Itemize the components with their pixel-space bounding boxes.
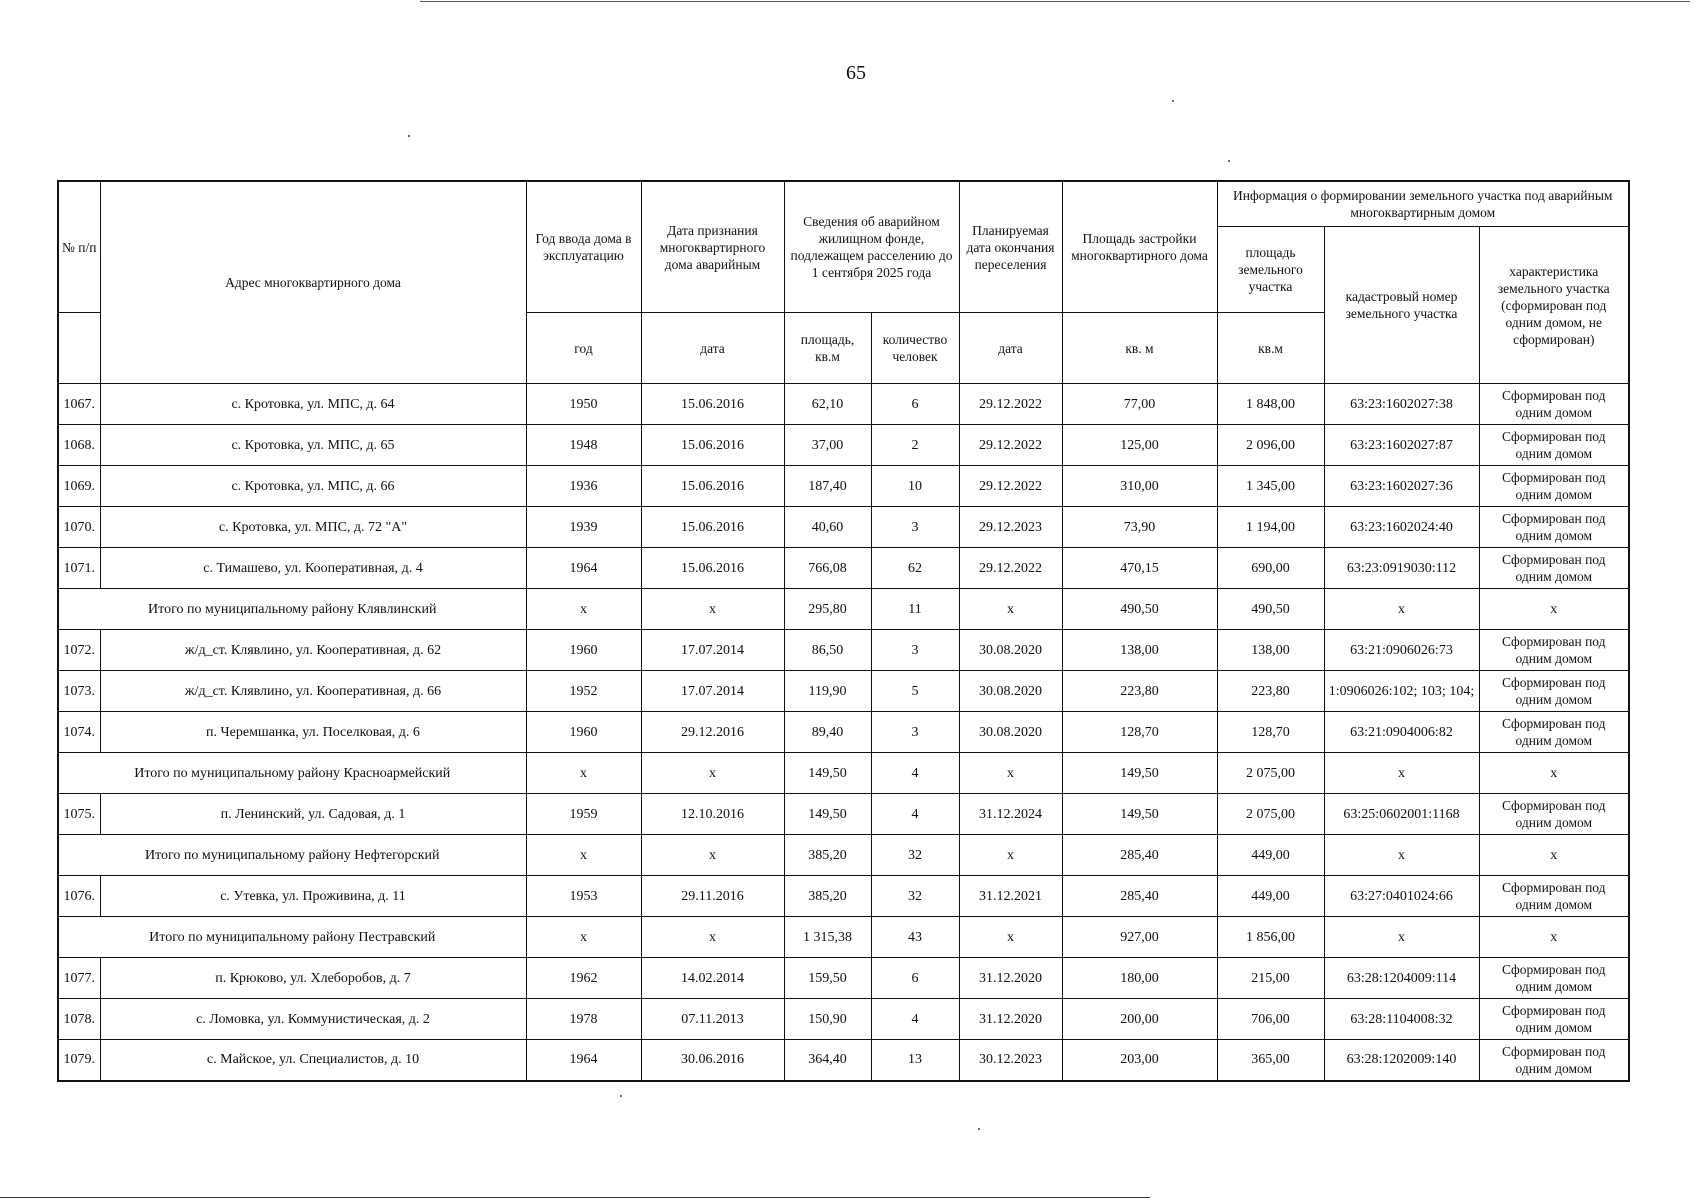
row-year: 1953 (526, 876, 641, 917)
row-people: 6 (871, 384, 959, 425)
char-line-1: Сформирован под (1501, 634, 1606, 649)
header-address: Адрес многоквартирного дома (100, 181, 526, 384)
row-cadastral: 63:28:1204009:114 (1324, 958, 1479, 999)
row-address: с. Тимашево, ул. Кооперативная, д. 4 (100, 548, 526, 589)
row-year: x (526, 753, 641, 794)
row-cadastral: x (1324, 917, 1479, 958)
row-area: 149,50 (784, 753, 871, 794)
row-address: п. Ленинский, ул. Садовая, д. 1 (100, 794, 526, 835)
row-cadastral: 63:27:0401024:66 (1324, 876, 1479, 917)
header-land-area: площадь земельного участка (1217, 227, 1324, 313)
row-land-characteristic (1479, 384, 1629, 425)
row-recognition-date: 29.12.2016 (641, 712, 784, 753)
row-land-area: 215,00 (1217, 958, 1324, 999)
row-people: 10 (871, 466, 959, 507)
row-building-area: 223,80 (1062, 671, 1217, 712)
row-planned-date: 30.08.2020 (959, 712, 1062, 753)
row-people: 3 (871, 630, 959, 671)
header-land-characteristic: характеристика земельного участка (сформирован под одним домом, не сформирован) (1479, 227, 1629, 384)
row-number: 1073. (58, 671, 100, 712)
row-land-characteristic (1479, 876, 1629, 917)
char-line-1: Сформирован под (1501, 388, 1606, 403)
row-people: 6 (871, 958, 959, 999)
unit-land-area: кв.м (1217, 313, 1324, 384)
row-number: 1074. (58, 712, 100, 753)
row-land-area: 449,00 (1217, 876, 1324, 917)
row-address: с. Кротовка, ул. МПС, д. 65 (100, 425, 526, 466)
row-building-area: 927,00 (1062, 917, 1217, 958)
row-year: x (526, 917, 641, 958)
char-line-2: одним домом (1515, 692, 1593, 707)
row-cadastral: 63:28:1104008:32 (1324, 999, 1479, 1040)
header-emergency-fund: Сведения об аварийном жилищном фонде, подлежащем расселению до 1 сентября 2025 года (784, 181, 959, 313)
row-planned-date: 31.12.2021 (959, 876, 1062, 917)
row-planned-date: 31.12.2024 (959, 794, 1062, 835)
char-line-2: одним домом (1515, 1060, 1593, 1076)
subtotal-label: Итого по муниципальному району Красноармейский (58, 753, 526, 794)
row-people: 32 (871, 876, 959, 917)
char-line-2: одним домом (1515, 1020, 1593, 1035)
header-num: № п/п (58, 181, 100, 313)
row-building-area: 128,70 (1062, 712, 1217, 753)
row-address: п. Крюково, ул. Хлеборобов, д. 7 (100, 958, 526, 999)
row-building-area: 203,00 (1062, 1040, 1217, 1081)
row-area: 40,60 (784, 507, 871, 548)
row-planned-date: x (959, 835, 1062, 876)
row-area: 119,90 (784, 671, 871, 712)
row-land-area: 2 075,00 (1217, 753, 1324, 794)
subtotal-row (58, 835, 1629, 876)
row-number: 1079. (58, 1040, 100, 1081)
row-year: 1950 (526, 384, 641, 425)
row-land-characteristic (1479, 1040, 1629, 1081)
row-land-area: 490,50 (1217, 589, 1324, 630)
row-planned-date: 30.08.2020 (959, 630, 1062, 671)
row-people: 62 (871, 548, 959, 589)
page-number: 65 (846, 62, 866, 84)
char-line-2: одним домом (1515, 446, 1593, 461)
table-row (58, 999, 1629, 1040)
unit-building-area: кв. м (1062, 313, 1217, 384)
table-row (58, 712, 1629, 753)
row-address: с. Кротовка, ул. МПС, д. 64 (100, 384, 526, 425)
unit-recognition-date: дата (641, 313, 784, 384)
row-cadastral: 63:25:0602001:1168 (1324, 794, 1479, 835)
row-planned-date: x (959, 917, 1062, 958)
table-row (58, 425, 1629, 466)
row-cadastral: 63:28:1202009:140 (1324, 1040, 1479, 1081)
header-recognition-date: Дата признания многоквартирного дома аварийным (641, 181, 784, 313)
row-area: 385,20 (784, 876, 871, 917)
row-recognition-date: x (641, 917, 784, 958)
header-planned-date: Планируемая дата окончания переселения (959, 181, 1062, 313)
row-address: п. Черемшанка, ул. Поселковая, д. 6 (100, 712, 526, 753)
row-recognition-date: 17.07.2014 (641, 630, 784, 671)
row-recognition-date: 15.06.2016 (641, 425, 784, 466)
table-body (58, 384, 1629, 1081)
row-land-area: 1 848,00 (1217, 384, 1324, 425)
row-planned-date: 29.12.2023 (959, 507, 1062, 548)
char-line-2: одним домом (1515, 487, 1593, 502)
row-year: 1959 (526, 794, 641, 835)
row-cadastral: x (1324, 589, 1479, 630)
row-recognition-date: 12.10.2016 (641, 794, 784, 835)
row-address: с. Майское, ул. Специалистов, д. 10 (100, 1040, 526, 1081)
row-cadastral: 63:23:1602027:36 (1324, 466, 1479, 507)
row-year: x (526, 835, 641, 876)
row-land-characteristic (1479, 630, 1629, 671)
subtotal-label: Итого по муниципальному району Клявлинский (58, 589, 526, 630)
header-building-area: Площадь застройки многоквартирного дома (1062, 181, 1217, 313)
row-year: 1964 (526, 1040, 641, 1081)
row-planned-date: x (959, 753, 1062, 794)
subtotal-row (58, 917, 1629, 958)
row-building-area: 200,00 (1062, 999, 1217, 1040)
row-land-characteristic (1479, 466, 1629, 507)
char-line-1: Сформирован под (1501, 1043, 1606, 1059)
row-planned-date: 29.12.2022 (959, 548, 1062, 589)
subtotal-row (58, 753, 1629, 794)
row-land-characteristic: x (1479, 589, 1629, 630)
table-row (58, 466, 1629, 507)
row-cadastral: 1:0906026:102; 103; 104; (1324, 671, 1479, 712)
row-recognition-date: 15.06.2016 (641, 384, 784, 425)
row-cadastral: 63:21:0906026:73 (1324, 630, 1479, 671)
row-recognition-date: 15.06.2016 (641, 507, 784, 548)
row-address: с. Утевка, ул. Проживина, д. 11 (100, 876, 526, 917)
char-line-1: Сформирован под (1501, 429, 1606, 444)
row-area: 86,50 (784, 630, 871, 671)
scan-speck (408, 135, 410, 137)
row-number: 1077. (58, 958, 100, 999)
table-row (58, 507, 1629, 548)
row-planned-date: 29.12.2022 (959, 425, 1062, 466)
row-cadastral: 63:23:1602024:40 (1324, 507, 1479, 548)
row-area: 149,50 (784, 794, 871, 835)
row-land-characteristic (1479, 958, 1629, 999)
scan-edge-line-top (420, 1, 1690, 2)
row-area: 159,50 (784, 958, 871, 999)
row-building-area: 470,15 (1062, 548, 1217, 589)
row-cadastral: 63:23:0919030:112 (1324, 548, 1479, 589)
row-building-area: 149,50 (1062, 794, 1217, 835)
table-row (58, 384, 1629, 425)
row-area: 37,00 (784, 425, 871, 466)
row-people: 11 (871, 589, 959, 630)
row-land-area: 449,00 (1217, 835, 1324, 876)
unit-year: год (526, 313, 641, 384)
row-year: 1939 (526, 507, 641, 548)
row-year: 1960 (526, 712, 641, 753)
row-number: 1069. (58, 466, 100, 507)
row-area: 385,20 (784, 835, 871, 876)
row-recognition-date: 29.11.2016 (641, 876, 784, 917)
row-people: 3 (871, 507, 959, 548)
row-number: 1072. (58, 630, 100, 671)
row-land-characteristic (1479, 425, 1629, 466)
row-address: ж/д_ст. Клявлино, ул. Кооперативная, д. 66 (100, 671, 526, 712)
row-year: 1952 (526, 671, 641, 712)
row-year: 1948 (526, 425, 641, 466)
row-people: 13 (871, 1040, 959, 1081)
row-planned-date: 30.08.2020 (959, 671, 1062, 712)
row-recognition-date: 07.11.2013 (641, 999, 784, 1040)
row-land-characteristic: x (1479, 917, 1629, 958)
row-address: с. Кротовка, ул. МПС, д. 66 (100, 466, 526, 507)
row-area: 295,80 (784, 589, 871, 630)
char-line-1: Сформирован под (1501, 1003, 1606, 1018)
row-recognition-date: x (641, 835, 784, 876)
row-land-area: 2 075,00 (1217, 794, 1324, 835)
header-cadastral: кадастровый номер земельного участка (1324, 227, 1479, 384)
char-line-2: одним домом (1515, 405, 1593, 420)
row-year: 1978 (526, 999, 641, 1040)
row-land-characteristic (1479, 999, 1629, 1040)
row-land-area: 1 194,00 (1217, 507, 1324, 548)
char-line-1: Сформирован под (1501, 716, 1606, 731)
char-line-2: одним домом (1515, 569, 1593, 584)
table-row (58, 794, 1629, 835)
scan-speck (620, 1095, 622, 1097)
table-row (58, 548, 1629, 589)
row-recognition-date: 15.06.2016 (641, 548, 784, 589)
row-cadastral: 63:23:1602027:38 (1324, 384, 1479, 425)
row-number: 1076. (58, 876, 100, 917)
row-address: с. Ломовка, ул. Коммунистическая, д. 2 (100, 999, 526, 1040)
row-land-area: 138,00 (1217, 630, 1324, 671)
row-planned-date: 29.12.2022 (959, 384, 1062, 425)
row-number: 1067. (58, 384, 100, 425)
subtotal-label: Итого по муниципальному району Пестравский (58, 917, 526, 958)
row-land-characteristic: x (1479, 835, 1629, 876)
row-address: с. Кротовка, ул. МПС, д. 72 "А" (100, 507, 526, 548)
row-area: 1 315,38 (784, 917, 871, 958)
char-line-1: Сформирован под (1501, 880, 1606, 895)
table-row (58, 671, 1629, 712)
row-year: 1962 (526, 958, 641, 999)
row-recognition-date: x (641, 589, 784, 630)
row-people: 43 (871, 917, 959, 958)
row-people: 4 (871, 999, 959, 1040)
row-recognition-date: 30.06.2016 (641, 1040, 784, 1081)
row-people: 32 (871, 835, 959, 876)
char-line-2: одним домом (1515, 651, 1593, 666)
row-building-area: 138,00 (1062, 630, 1217, 671)
subtotal-row (58, 589, 1629, 630)
row-recognition-date: 17.07.2014 (641, 671, 784, 712)
row-cadastral: x (1324, 835, 1479, 876)
emergency-housing-table (57, 180, 1630, 1082)
row-land-area: 1 345,00 (1217, 466, 1324, 507)
scan-edge-line-bottom (0, 1197, 1150, 1198)
row-address: ж/д_ст. Клявлино, ул. Кооперативная, д. 62 (100, 630, 526, 671)
row-cadastral: x (1324, 753, 1479, 794)
row-number: 1078. (58, 999, 100, 1040)
row-people: 3 (871, 712, 959, 753)
row-building-area: 73,90 (1062, 507, 1217, 548)
row-land-characteristic (1479, 671, 1629, 712)
char-line-1: Сформирован под (1501, 675, 1606, 690)
row-people: 5 (871, 671, 959, 712)
scan-speck (1228, 160, 1230, 162)
row-land-area: 128,70 (1217, 712, 1324, 753)
table-row (58, 630, 1629, 671)
char-line-1: Сформирован под (1501, 962, 1606, 977)
row-building-area: 490,50 (1062, 589, 1217, 630)
char-line-1: Сформирован под (1501, 798, 1606, 813)
row-area: 62,10 (784, 384, 871, 425)
row-building-area: 125,00 (1062, 425, 1217, 466)
row-cadastral: 63:23:1602027:87 (1324, 425, 1479, 466)
row-number: 1075. (58, 794, 100, 835)
row-year: 1936 (526, 466, 641, 507)
row-building-area: 285,40 (1062, 876, 1217, 917)
row-building-area: 285,40 (1062, 835, 1217, 876)
row-area: 364,40 (784, 1040, 871, 1081)
table-row (58, 876, 1629, 917)
char-line-2: одним домом (1515, 897, 1593, 912)
char-line-2: одним домом (1515, 733, 1593, 748)
row-land-area: 365,00 (1217, 1040, 1324, 1081)
row-people: 2 (871, 425, 959, 466)
row-planned-date: 29.12.2022 (959, 466, 1062, 507)
char-line-1: Сформирован под (1501, 470, 1606, 485)
row-area: 766,08 (784, 548, 871, 589)
row-building-area: 310,00 (1062, 466, 1217, 507)
row-year: 1964 (526, 548, 641, 589)
row-land-area: 1 856,00 (1217, 917, 1324, 958)
row-land-area: 2 096,00 (1217, 425, 1324, 466)
char-line-1: Сформирован под (1501, 511, 1606, 526)
row-land-characteristic (1479, 548, 1629, 589)
table-row (58, 1040, 1629, 1081)
row-recognition-date: 15.06.2016 (641, 466, 784, 507)
row-planned-date: 31.12.2020 (959, 958, 1062, 999)
char-line-2: одним домом (1515, 528, 1593, 543)
scan-speck (1172, 100, 1174, 102)
subtotal-label: Итого по муниципальному району Нефтегорский (58, 835, 526, 876)
row-planned-date: 31.12.2020 (959, 999, 1062, 1040)
row-building-area: 149,50 (1062, 753, 1217, 794)
row-planned-date: 30.12.2023 (959, 1040, 1062, 1081)
row-building-area: 77,00 (1062, 384, 1217, 425)
row-number: 1068. (58, 425, 100, 466)
row-land-area: 690,00 (1217, 548, 1324, 589)
char-line-2: одним домом (1515, 979, 1593, 994)
row-year: x (526, 589, 641, 630)
unit-planned-date: дата (959, 313, 1062, 384)
row-land-area: 706,00 (1217, 999, 1324, 1040)
row-building-area: 180,00 (1062, 958, 1217, 999)
scan-speck (978, 1128, 980, 1130)
unit-people: количество человек (871, 313, 959, 384)
unit-area: площадь, кв.м (784, 313, 871, 384)
row-land-characteristic (1479, 794, 1629, 835)
row-area: 89,40 (784, 712, 871, 753)
row-number: 1070. (58, 507, 100, 548)
row-cadastral: 63:21:0904006:82 (1324, 712, 1479, 753)
char-line-2: одним домом (1515, 815, 1593, 830)
header-num-unit (58, 313, 100, 384)
row-year: 1960 (526, 630, 641, 671)
row-land-characteristic (1479, 507, 1629, 548)
row-area: 187,40 (784, 466, 871, 507)
row-land-characteristic (1479, 712, 1629, 753)
row-planned-date: x (959, 589, 1062, 630)
row-area: 150,90 (784, 999, 871, 1040)
row-number: 1071. (58, 548, 100, 589)
row-land-characteristic: x (1479, 753, 1629, 794)
char-line-1: Сформирован под (1501, 552, 1606, 567)
row-people: 4 (871, 753, 959, 794)
row-land-area: 223,80 (1217, 671, 1324, 712)
header-land-info: Информация о формировании земельного участка под аварийным многоквартирным домом (1217, 181, 1629, 227)
row-recognition-date: 14.02.2014 (641, 958, 784, 999)
row-recognition-date: x (641, 753, 784, 794)
table-header (58, 181, 1629, 384)
row-people: 4 (871, 794, 959, 835)
header-year: Год ввода дома в эксплуатацию (526, 181, 641, 313)
table-row (58, 958, 1629, 999)
